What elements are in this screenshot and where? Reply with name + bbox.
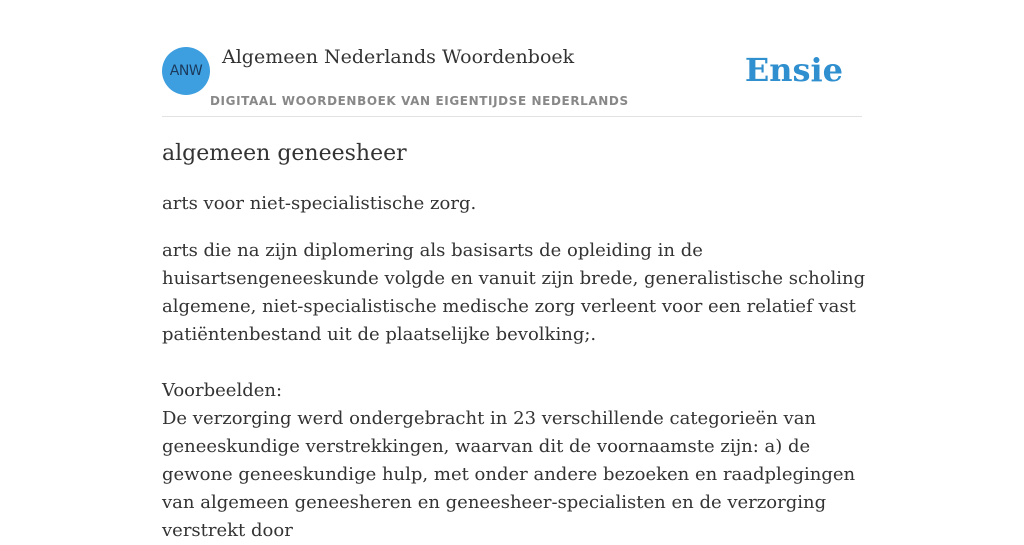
site-subtitle: DIGITAAL WOORDENBOEK VAN EIGENTIJDSE NEDERLANDS bbox=[210, 94, 629, 108]
examples-section bbox=[162, 377, 867, 545]
entry-content bbox=[162, 138, 867, 545]
anw-logo[interactable]: ANW bbox=[162, 47, 210, 95]
example-text: De verzorging werd ondergebracht in 23 verschillende categorieën van geneeskundige verstrekkingen, waarvan dit de voornaamste zijn: a) de gewone geneeskundige hulp, met onder andere bezoeken en raadplegingen van algemeen geneesheren en geneesheer-specialisten en de verzorging verstrekt door bbox=[162, 408, 856, 541]
site-title[interactable]: Algemeen Nederlands Woordenboek bbox=[222, 46, 575, 68]
long-definition: arts die na zijn diplomering als basisarts de opleiding in de huisartsengeneeskunde volgde en vanuit zijn brede, generalistische scholing algemene, niet-specialistische medische zorg verleent voor een relatief vast patiëntenbestand uit de plaatselijke bevolking;. bbox=[162, 240, 866, 345]
examples-label: Voorbeelden: bbox=[162, 380, 283, 401]
site-header bbox=[162, 46, 862, 117]
ensie-brand-logo[interactable]: Ensie bbox=[744, 51, 843, 89]
short-definition: arts voor niet-specialistische zorg. bbox=[162, 193, 477, 214]
entry-word: algemeen geneesheer bbox=[162, 141, 407, 166]
